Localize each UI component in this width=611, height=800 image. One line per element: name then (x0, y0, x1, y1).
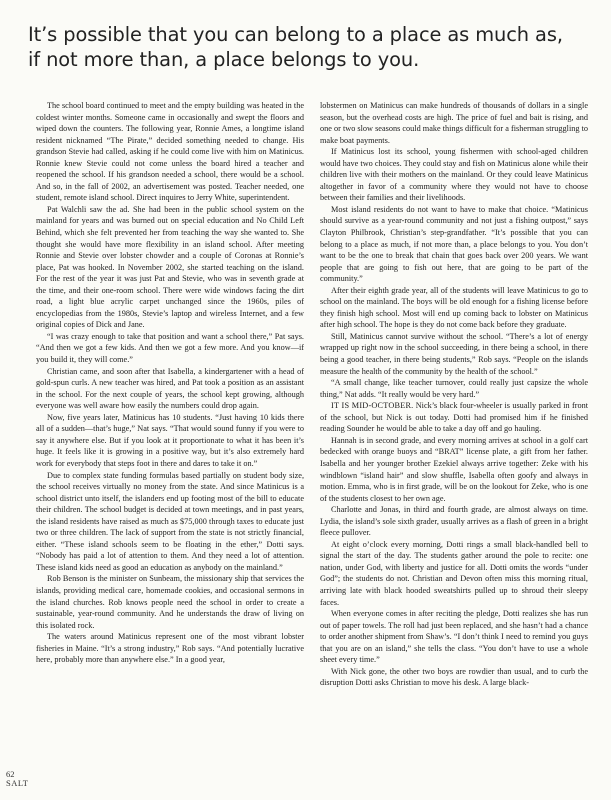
right-column (320, 100, 588, 778)
magazine-name: SALT (6, 778, 29, 788)
paragraph: Rob Benson is the minister on Sunbeam, the missionary ship that services the islands, providing medical care, homemade cookies, and occasional sermons in the island churches. Rob knows people need the school in order to create a sustainable, year-round community. And he understands the draw of living on this isolated rock. (36, 574, 304, 630)
paragraph: The school board continued to meet and the empty building was heated in the coldest winter months. Someone came in occasionally and swept the floors and wiped down the counters. The following year, Ronnie Ames, a longtime island resident nicknamed “The Pirate,” decided something needed to change. His grandson Stevie had called, asking if he could come live with him on Matinicus. Ronnie knew Stevie could not come unless the board hired a teacher and reopened the school. If his grandson needed a school, there would be a school. And so, in the fall of 2002, an advertisement was posted. Teacher needed, one student, remote island school. Direct inquires to Jerry White, superintendent. (36, 101, 304, 203)
paragraph: When everyone comes in after reciting the pledge, Dotti realizes she has run out of paper towels. The roll had just been replaced, and she hasn’t had a chance to order another shipment from Shaw’s. “I don’t think I need to remind you guys that you are on an island,” she tells the class. “You don’t have to use a whole sheet every time.” (320, 609, 588, 665)
pull-quote (28, 22, 588, 72)
paragraph: lobstermen on Matinicus can make hundreds of thousands of dollars in a single season, but the overhead costs are high. The price of fuel and bait is rising, and one or two slow seasons could make things difficult for a fisherman struggling to make boat payments. (320, 101, 588, 145)
paragraph: Due to complex state funding formulas based partially on student body size, the school receives virtually no money from the state. And since Matinicus is a school district unto itself, the islanders end up footing most of the bill to educate their children. The school budget is decided at town meetings, and in past years, the island residents have raised as much as $75,000 through taxes to educate just two or three children. The lack of support from the state is not strictly financial, either. “These island schools seem to be floating in the ether,” Dotti says. “Nobody has paid a lot of attention to them. And they need a lot of attention. These island kids need as good an education as anybody on the mainland.” (36, 470, 304, 572)
left-column (36, 100, 304, 778)
pull-quote-line-1: It’s possible that you can belong to a place as much as, (28, 23, 563, 46)
paragraph: With Nick gone, the other two boys are rowdier than usual, and to curb the disruption Dotti asks Christian to move his desk. A large black- (320, 666, 588, 688)
pull-quote-line-2: if not more than, a place belongs to you. (28, 48, 420, 71)
paragraph: Now, five years later, Matinicus has 10 students. “Just having 10 kids there all of a sudden—that’s huge,” Nat says. “That would sound funny if you were to say it anywhere else. But if you look at it proportionate to what it has been it’s huge. It feels like it is growing in a positive way, but it’s also extremely hard work for everybody that steps foot in there and dares to take it on.” (36, 412, 304, 468)
article-body (36, 100, 588, 778)
paragraph: Christian came, and soon after that Isabella, a kindergartener with a head of gold-spun curls. A new teacher was hired, and Pat took a position as an assistant in the school. For the next couple of years, the school kept growing, although everyone was well aware how easily the numbers could drop again. (36, 366, 304, 411)
section-opening-text: Nick’s black four-wheeler is usually parked in front of the school, but Nick is out today. Dotti had promised him if he finished reading Sounder he would be able to take a day off and go hauling. (320, 401, 588, 434)
paragraph: Pat Walchli saw the ad. She had been in the public school system on the mainland for years and was burned out on special education and No Child Left Behind, which she felt prevented her from teaching the way she wanted to. She thought she would have more flexibility in an island school. After meeting Ronnie and Stevie over lobster chowder and a couple of Coronas at Ronnie’s place, Pat was hooked. In November 2002, she started teaching on the island. For the rest of the year it was just Pat and Stevie, who was in seventh grade at the time, and their one-room school. There were wide windows facing the dirt road, a light blue acrylic carpet unchanged since the 1960s, piles of encyclopedias from the 1980s, Stevie’s laptop and wireless Internet, and a few original copies of Dick and Jane. (36, 204, 304, 330)
paragraph: If Matinicus lost its school, young fishermen with school-aged children would have two choices. They could stay and fish on Matinicus alone while their children live with their mothers on the mainland. Or they could leave Matinicus altogether in favor of a community where they would not have to choose between their families and their livelihoods. (320, 147, 588, 203)
page-number: 62 (6, 769, 15, 779)
paragraph: Hannah is in second grade, and every morning arrives at school in a golf cart bedecked with orange buoys and “BRAT” license plate, a gift from her father. Isabella and her younger brother Ezekiel always arrive together: Zeke with his windblown “island hair” and slow shuffle, Isabella often goofy and always in motion. Emma, who is in first grade, will be on the lookout for Zeke, who is one of the students closest to her own age. (320, 435, 588, 503)
section-lead-in: IT IS MID-OCTOBER. (331, 401, 414, 411)
paragraph: Most island residents do not want to have to make that choice. “Matinicus should survive as a year-round community and not just a fishing outpost,” says Clayton Philbrook, Christian’s step-grandfather. “It’s possible that you can belong to a place as much, if not more than, a place belongs to you. You don’t want to be the one to break that chain that goes back over 200 years. We want people that are going to fish out here, that are going to be part of the community.” (320, 204, 588, 284)
paragraph: Still, Matinicus cannot survive without the school. “There’s a lot of energy wrapped up right now in the school succeeding, in there being a school, in there being a good teacher, in there being students,” Rob says. “People on the islands measure the health of the community by the health of the school.” (320, 331, 588, 376)
section-opening-paragraph (320, 400, 588, 435)
paragraph: Charlotte and Jonas, in third and fourth grade, are almost always on time. Lydia, the island’s sole sixth grader, usually arrives as a flash of green in a bright fleece pullover. (320, 505, 588, 538)
paragraph: “I was crazy enough to take that position and want a school there,” Pat says. “And then we got a few kids. And then we got a few more. And you know—if you build it, they will come.” (36, 331, 304, 365)
page-folio (6, 770, 28, 788)
paragraph: At eight o’clock every morning, Dotti rings a small black-handled bell to signal the start of the day. The students gather around the pole to recite: one nation, under God, with liberty and justice for all. Dotti omits the words “under God”; the students do not. Christian and Devon often miss this morning ritual, arriving late with black hooded sweatshirts pulled up to shroud their sleepy faces. (320, 539, 588, 607)
paragraph: “A small change, like teacher turnover, could really just capsize the whole thing,” Nat adds. “It really would be very hard.” (320, 378, 588, 399)
paragraph: After their eighth grade year, all of the students will leave Matinicus to go to school on the mainland. The boys will be old enough for a fishing license before they finish high school. Most will end up coming back to lobster on Matinicus after high school. The hope is they do not come back before they graduate. (320, 285, 588, 330)
paragraph: The waters around Matinicus represent one of the most vibrant lobster fisheries in Maine. “It’s a strong industry,” Rob says. “And potentially lucrative here, probably more than anywhere else.” In a good year, (36, 632, 304, 665)
